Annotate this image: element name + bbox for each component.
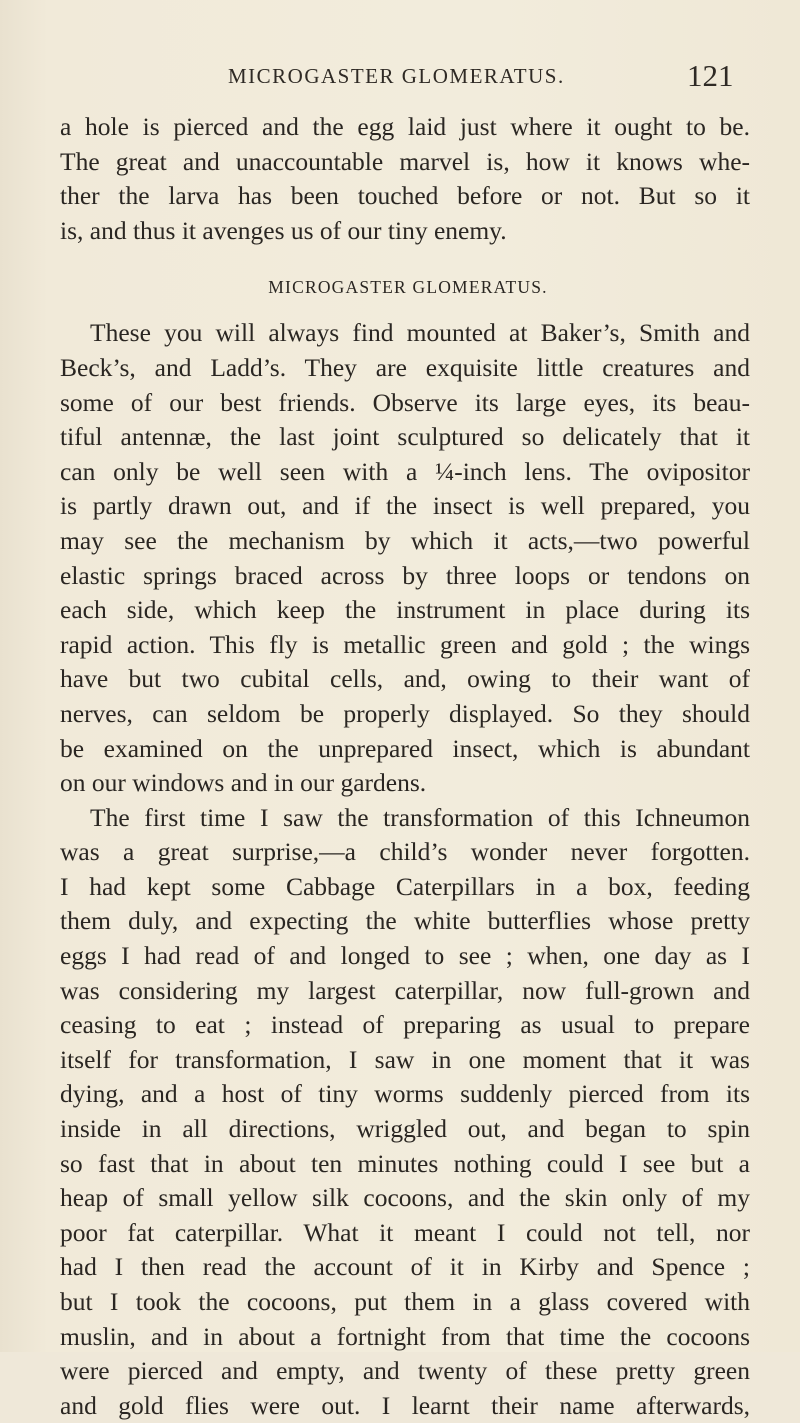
text-line: eggs I had read of and longed to see ; when, one day as I xyxy=(60,941,750,971)
text-line: Beck’s, and Ladd’s. They are exquisite little creatures and xyxy=(60,352,750,382)
text-line: rapid action. This fly is metallic green and gold ; the wings xyxy=(60,629,750,659)
text-line: but I took the cocoons, put them in a glass covered with xyxy=(60,1287,750,1316)
text-line: a hole is pierced and the egg laid just where it ought to be. xyxy=(60,112,750,141)
section-heading: MICROGASTER GLOMERATUS. xyxy=(268,277,548,298)
text-line: be examined on the unprepared insect, which is abundant xyxy=(60,733,750,763)
running-head: MICROGASTER GLOMERATUS. xyxy=(228,64,565,88)
text-line: The great and unaccountable marvel is, how it knows whe- xyxy=(60,146,750,176)
text-line: The first time I saw the transformation of this Ichneumon xyxy=(90,802,750,832)
body-text xyxy=(60,110,750,1423)
text-line: elastic springs braced across by three loops or tendons on xyxy=(60,560,750,590)
text-line: ceasing to eat ; instead of preparing as usual to prepare xyxy=(60,1010,750,1040)
text-line: poor fat caterpillar. What it meant I could not tell, nor xyxy=(60,1217,750,1247)
text-line: muslin, and in about a fortnight from that time the cocoons xyxy=(60,1321,750,1351)
page-number: 121 xyxy=(687,58,734,93)
text-line: was considering my largest caterpillar, now full-grown and xyxy=(60,975,750,1005)
text-line: I had kept some Cabbage Caterpillars in a box, feeding xyxy=(60,871,750,901)
text-line: may see the mechanism by which it acts,—two powerful xyxy=(60,525,750,555)
page-header xyxy=(0,58,800,98)
text-line: was a great surprise,—a child’s wonder never forgotten. xyxy=(60,837,750,867)
text-line: them duly, and expecting the white butterflies whose pretty xyxy=(60,906,750,936)
text-line: and gold flies were out. I learnt their name afterwards, xyxy=(60,1390,750,1420)
text-line: inside in all directions, wriggled out, and began to spin xyxy=(60,1114,750,1144)
text-line: nerves, can seldom be properly displayed. So they should xyxy=(60,698,750,728)
text-line: heap of small yellow silk cocoons, and the skin only of my xyxy=(60,1183,750,1213)
text-line: each side, which keep the instrument in place during its xyxy=(60,595,750,625)
text-line: so fast that in about ten minutes nothing could I see but a xyxy=(60,1148,750,1178)
text-line: had I then read the account of it in Kirby and Spence ; xyxy=(60,1252,750,1282)
text-line: dying, and a host of tiny worms suddenly pierced from its xyxy=(60,1079,750,1109)
text-line: tiful antennæ, the last joint sculptured so delicately that it xyxy=(60,422,750,452)
text-line: itself for transformation, I saw in one moment that it was xyxy=(60,1044,750,1074)
text-line: These you will always find mounted at Baker’s, Smith and xyxy=(90,318,750,348)
text-line: is, and thus it avenges us of our tiny enemy. xyxy=(60,215,507,245)
paragraph xyxy=(60,801,750,1423)
text-line: on our windows and in our gardens. xyxy=(60,768,427,798)
text-line: have but two cubital cells, and, owing to their want of xyxy=(60,664,750,694)
paragraph-continued xyxy=(60,110,750,248)
text-line: ther the larva has been touched before or not. But so it xyxy=(60,181,750,211)
paragraph xyxy=(60,316,750,800)
text-line: is partly drawn out, and if the insect is well prepared, you xyxy=(60,491,750,521)
text-line: can only be well seen with a ¼-inch lens. The ovipositor xyxy=(60,456,750,486)
text-line: some of our best friends. Observe its large eyes, its beau- xyxy=(60,387,750,417)
text-line: were pierced and empty, and twenty of these pretty green xyxy=(60,1356,750,1386)
